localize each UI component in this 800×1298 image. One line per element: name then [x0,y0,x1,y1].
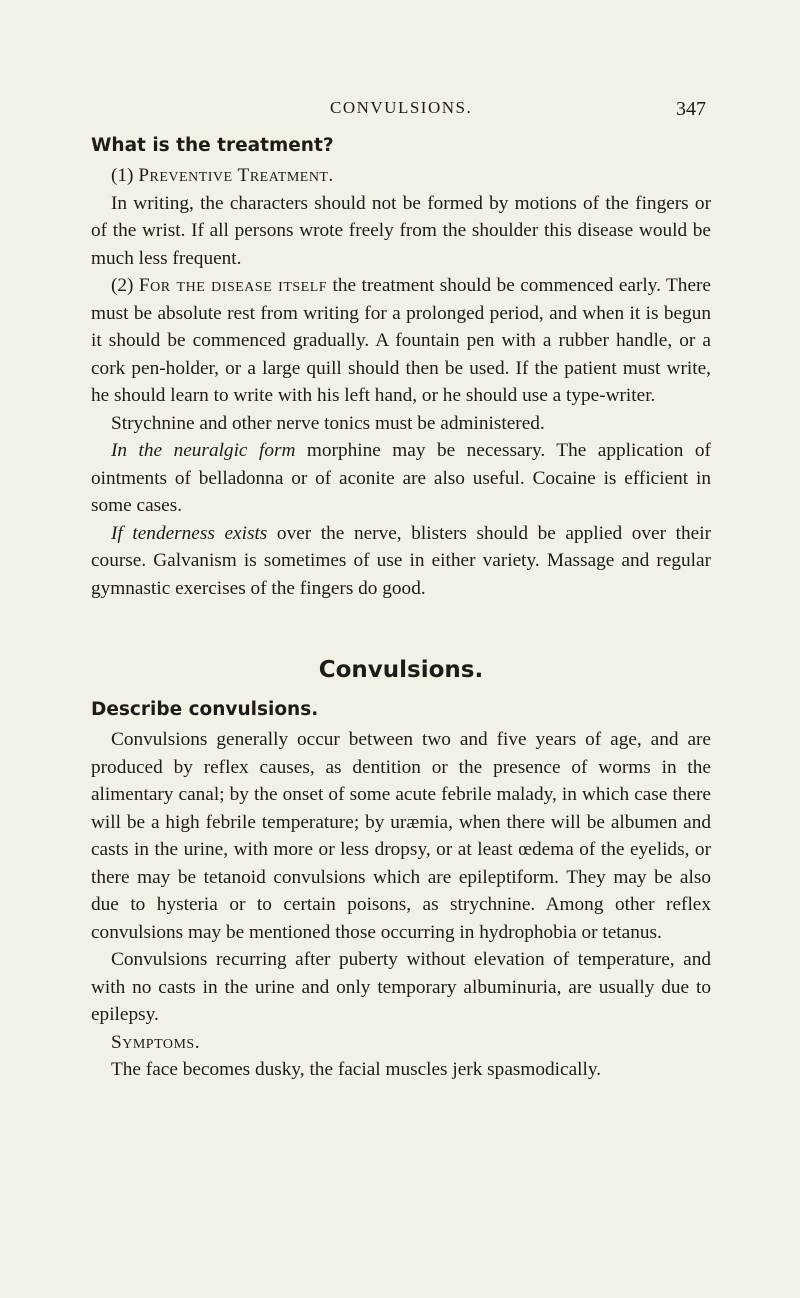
tenderness-text: over the nerve, blisters should be applied over their course. Galvanism is sometimes of use in either variety. Massage and regular gymnastic exercises of the fingers do good. [91,522,711,599]
neuralgic-italic: In the neuralgic form [111,440,296,461]
preventive-treatment-heading [91,162,711,190]
treatment-question: What is the treatment? [91,135,334,156]
convulsions-question: Describe convulsions. [91,699,319,720]
neuralgic-paragraph [91,437,711,520]
convulsions-causes-paragraph: Convulsions generally occur between two and five years of age, and are produced by reflex causes, as dentition or the presence of worms in the alimentary canal; by the onset of some acute febrile malady, in which case there will be a high febrile temperature; by uræmia, when there will be albumen and casts in the urine, with more or less dropsy, or at least œdema of the eyelids, or there may be tetanoid convulsions which are epileptiform. They may be also due to hysteria or to certain poisons, as strychnine. Among other reflex convulsions may be mentioned those occurring in hydrophobia or tetanus. [91,729,711,943]
disease-heading-text: For the disease itself [138,275,328,296]
disease-treatment-text: the treatment should be commenced early. There must be absolute rest from writing for a prolonged period, and when it is begun it should be commenced gradually. A fountain pen with a rubber handle, or a cork pen-holder, or a large quill should then be used. If the patient must write, he should learn to write with his left hand, or he should use a type-writer. [91,275,711,406]
strychnine-paragraph: Strychnine and other nerve tonics must be administered. [111,412,545,434]
tenderness-italic: If tenderness exists [111,522,268,544]
symptoms-heading: Symptoms. [111,1031,201,1053]
section-title: Convulsions. [318,657,484,683]
epilepsy-paragraph: Convulsions recurring after puberty without elevation of temperature, and with no casts in the urine and only temporary albuminuria, are usually due to epilepsy. [91,949,711,1025]
running-head [0,98,800,122]
tenderness-paragraph [91,520,711,603]
page-body [91,130,711,1084]
running-title: CONVULSIONS. [330,98,473,117]
disease-treatment-paragraph [91,272,711,410]
symptoms-paragraph: The face becomes dusky, the facial muscles jerk spasmodically. [111,1059,602,1080]
list-marker-2: (2) [111,275,139,296]
page-number: 347 [676,98,706,120]
neuralgic-text: morphine may be necessary. The application of ointments of belladonna or of aconite are also useful. Cocaine is efficient in some cases. [91,440,711,516]
writing-paragraph: In writing, the characters should not be formed by motions of the fingers or of the wrist. If all persons wrote freely from the shoulder this disease would be much less frequent. [91,192,711,269]
list-marker-1: (1) [111,165,139,186]
preventive-heading-text: Preventive Treatment. [138,165,334,186]
